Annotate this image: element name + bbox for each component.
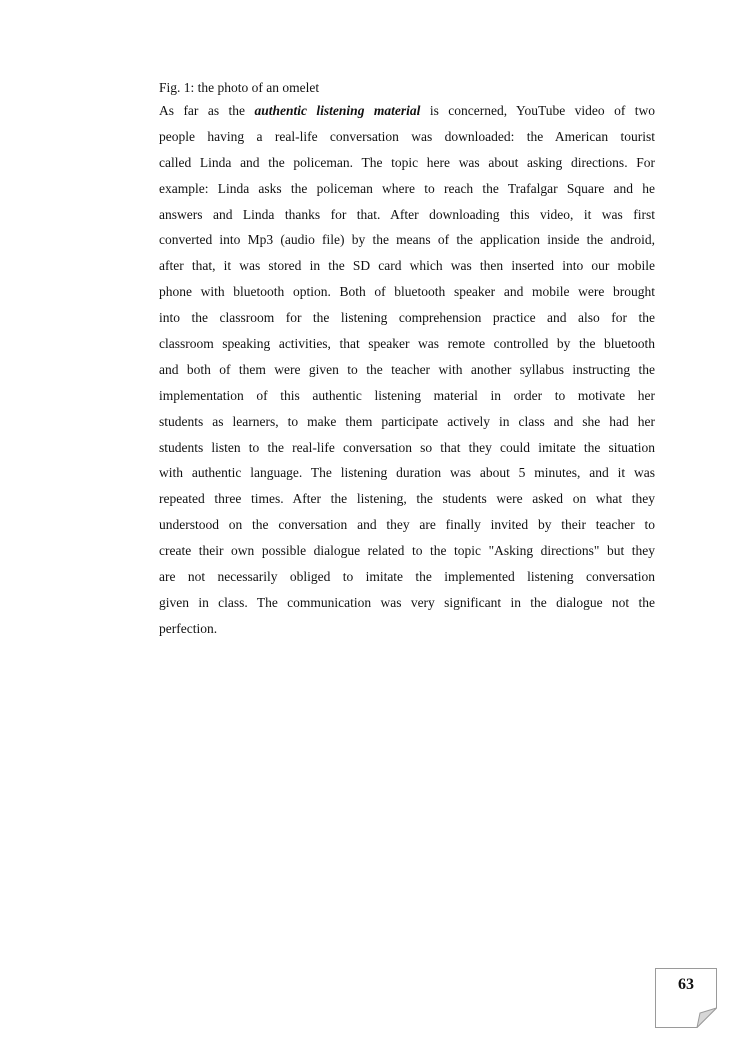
paragraph-line: called Linda and the policeman. The topic here was about asking directions. For <box>159 154 655 170</box>
paragraph-line: classroom speaking activities, that speaker was remote controlled by the bluetooth <box>159 336 655 352</box>
emphasized-phrase: authentic listening material <box>254 103 421 118</box>
paragraph-line: and both of them were given to the teacher with another syllabus instructing the <box>159 361 655 377</box>
paragraph-line <box>159 98 655 124</box>
paragraph-line: with authentic language. The listening duration was about 5 minutes, and it was <box>159 465 655 481</box>
paragraph-line: phone with bluetooth option. Both of bluetooth speaker and mobile were brought <box>159 284 655 300</box>
paragraph-line: people having a real-life conversation was downloaded: the American tourist <box>159 128 655 144</box>
paragraph-line: understood on the conversation and they are finally invited by their teacher to <box>159 517 655 533</box>
line-text: is concerned, YouTube video of two <box>420 103 655 118</box>
paragraph-line: given in class. The communication was very significant in the dialogue not the <box>159 594 655 610</box>
paragraph-line: students listen to the real-life conversation so that they could imitate the situation <box>159 439 655 455</box>
page-number: 63 <box>678 976 694 993</box>
paragraph-line: into the classroom for the listening comprehension practice and also for the <box>159 310 655 326</box>
paragraph-line: are not necessarily obliged to imitate the implemented listening conversation <box>159 569 655 585</box>
paragraph-line: students as learners, to make them participate actively in class and she had her <box>159 413 655 429</box>
figure-caption: Fig. 1: the photo of an omelet <box>159 80 320 95</box>
paragraph-line: implementation of this authentic listening material in order to motivate her <box>159 387 655 403</box>
page-number-box <box>655 968 717 1028</box>
paragraph-line: create their own possible dialogue related to the topic "Asking directions" but they <box>159 543 655 559</box>
body-paragraph <box>159 98 655 642</box>
paragraph-line: repeated three times. After the listening, the students were asked on what they <box>159 491 655 507</box>
paragraph-line: answers and Linda thanks for that. After downloading this video, it was first <box>159 206 655 222</box>
paragraph-line: perfection. <box>159 620 218 636</box>
paragraph-line: converted into Mp3 (audio file) by the means of the application inside the android, <box>159 232 655 248</box>
paragraph-line: example: Linda asks the policeman where to reach the Trafalgar Square and he <box>159 180 655 196</box>
line-text: As far as the <box>159 103 255 118</box>
paragraph-line: after that, it was stored in the SD card which was then inserted into our mobile <box>159 258 655 274</box>
